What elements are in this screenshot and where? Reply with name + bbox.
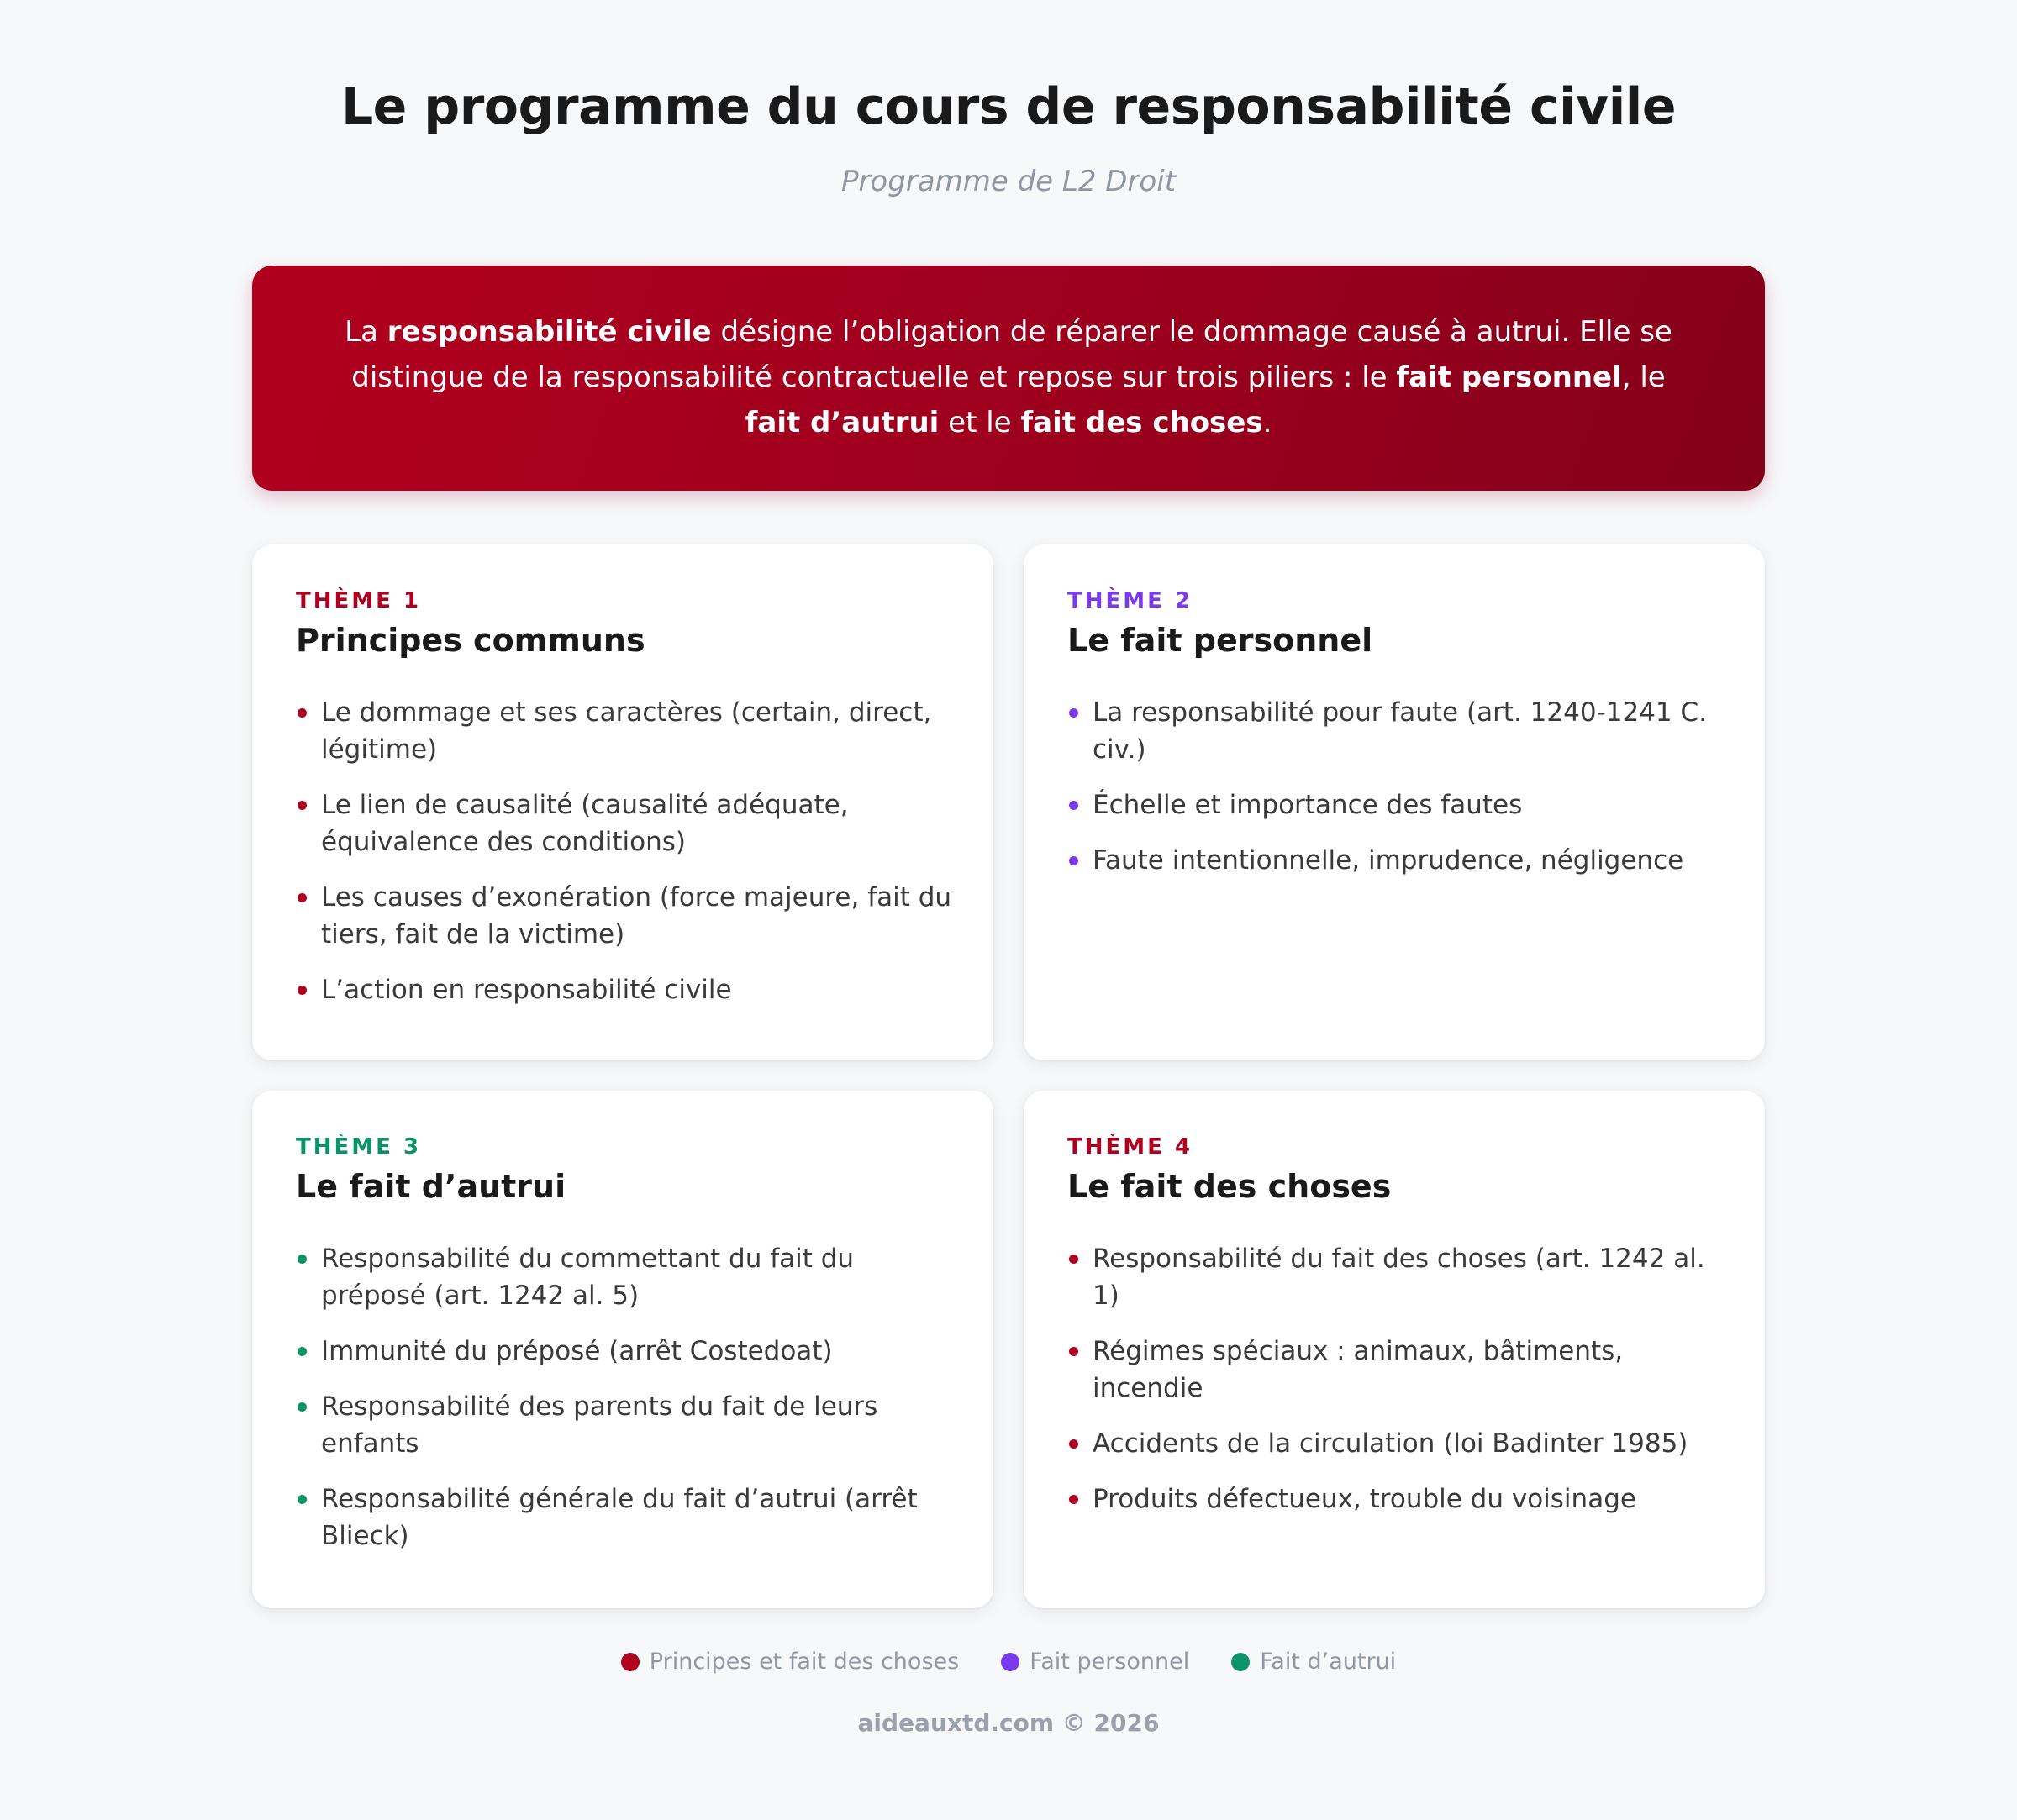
intro-text: . [1262, 406, 1272, 439]
theme-item-list [1067, 1240, 1731, 1536]
list-item-text: Échelle et importance des fautes [1093, 790, 1523, 820]
bullet-dot-icon [298, 1495, 307, 1504]
intro-text: désigne l’obligation de réparer le dommage causé à autrui. Elle se distingue de la responsabilité contractuelle et repose sur trois piliers : le [351, 315, 1672, 394]
list-item-text: Responsabilité des parents du fait de leurs enfants [321, 1391, 878, 1459]
intro-text: La [345, 315, 387, 349]
bullet-dot-icon [298, 893, 307, 902]
theme-card [1024, 1091, 1765, 1608]
theme-kicker: THÈME 2 [1067, 588, 1193, 613]
theme-item-list [296, 694, 960, 1027]
list-item-text: Le lien de causalité (causalité adéquate, équivalence des conditions) [321, 790, 849, 857]
legend-dot-icon [1231, 1653, 1250, 1671]
bullet-dot-icon [1069, 1439, 1078, 1449]
list-item [1067, 842, 1731, 879]
legend-dot-icon [621, 1653, 640, 1671]
list-item-text: Produits défectueux, trouble du voisinage [1093, 1484, 1636, 1514]
theme-card [252, 544, 993, 1060]
intro-text: , le [1621, 360, 1666, 394]
theme-kicker: THÈME 3 [296, 1134, 422, 1160]
legend [0, 1649, 2017, 1675]
list-item [296, 971, 960, 1008]
list-item [296, 879, 960, 953]
list-item [1067, 1240, 1731, 1314]
list-item-text: Les causes d’exonération (force majeure, fait du tiers, fait de la victime) [321, 882, 952, 949]
intro-banner [252, 266, 1765, 491]
theme-card [252, 1091, 993, 1608]
bullet-dot-icon [298, 1402, 307, 1412]
list-item-text: Responsabilité du commettant du fait du préposé (art. 1242 al. 5) [321, 1244, 855, 1311]
bullet-dot-icon [1069, 856, 1078, 865]
list-item [1067, 694, 1731, 768]
theme-title: Le fait des choses [1067, 1168, 1392, 1205]
legend-label: Principes et fait des choses [649, 1649, 960, 1675]
legend-label: Fait personnel [1030, 1649, 1190, 1675]
list-item [1067, 1425, 1731, 1462]
theme-kicker: THÈME 1 [296, 588, 422, 613]
bullet-dot-icon [298, 1347, 307, 1356]
list-item-text: Le dommage et ses caractères (certain, direct, légitime) [321, 697, 932, 765]
legend-item [621, 1649, 959, 1675]
bullet-dot-icon [298, 1255, 307, 1264]
bullet-dot-icon [298, 986, 307, 995]
list-item [296, 1388, 960, 1462]
bullet-dot-icon [1069, 1347, 1078, 1356]
bullet-dot-icon [298, 708, 307, 718]
theme-title: Principes communs [296, 622, 645, 659]
list-item [1067, 786, 1731, 823]
legend-item [1231, 1649, 1396, 1675]
list-item-text: L’action en responsabilité civile [321, 975, 732, 1005]
bullet-dot-icon [1069, 801, 1078, 810]
theme-title: Le fait d’autrui [296, 1168, 566, 1205]
page-subtitle: Programme de L2 Droit [840, 165, 1177, 198]
bullet-dot-icon [1069, 1495, 1078, 1504]
theme-title: Le fait personnel [1067, 622, 1373, 659]
bullet-dot-icon [1069, 1255, 1078, 1264]
intro-emphasis: fait d’autrui [745, 406, 940, 439]
list-item [296, 1333, 960, 1370]
theme-card [1024, 544, 1765, 1060]
list-item [296, 1481, 960, 1554]
list-item-text: Responsabilité générale du fait d’autrui (arrêt Blieck) [321, 1484, 918, 1551]
intro-emphasis: fait personnel [1396, 360, 1622, 394]
list-item-text: Accidents de la circulation (loi Badinter 1985) [1093, 1428, 1688, 1459]
list-item [1067, 1333, 1731, 1407]
intro-emphasis: responsabilité civile [387, 315, 712, 349]
list-item [296, 786, 960, 860]
list-item-text: Immunité du préposé (arrêt Costedoat) [321, 1336, 833, 1366]
legend-item [1001, 1649, 1189, 1675]
theme-item-list [1067, 694, 1731, 897]
theme-item-list [296, 1240, 960, 1573]
page-title: Le programme du cours de responsabilité civile [340, 77, 1677, 136]
intro-text: et le [939, 406, 1021, 439]
list-item-text: Faute intentionnelle, imprudence, négligence [1093, 845, 1684, 876]
list-item [296, 694, 960, 768]
bullet-dot-icon [298, 801, 307, 810]
theme-kicker: THÈME 4 [1067, 1134, 1193, 1160]
bullet-dot-icon [1069, 708, 1078, 718]
list-item-text: La responsabilité pour faute (art. 1240-1241 C. civ.) [1093, 697, 1707, 765]
list-item [296, 1240, 960, 1314]
list-item [1067, 1481, 1731, 1518]
intro-emphasis: fait des choses [1020, 406, 1263, 439]
list-item-text: Responsabilité du fait des choses (art. 1242 al. 1) [1093, 1244, 1705, 1311]
legend-label: Fait d’autrui [1260, 1649, 1397, 1675]
footer-credit: aideauxtd.com © 2026 [857, 1709, 1160, 1737]
legend-dot-icon [1001, 1653, 1019, 1671]
list-item-text: Régimes spéciaux : animaux, bâtiments, incendie [1093, 1336, 1624, 1403]
